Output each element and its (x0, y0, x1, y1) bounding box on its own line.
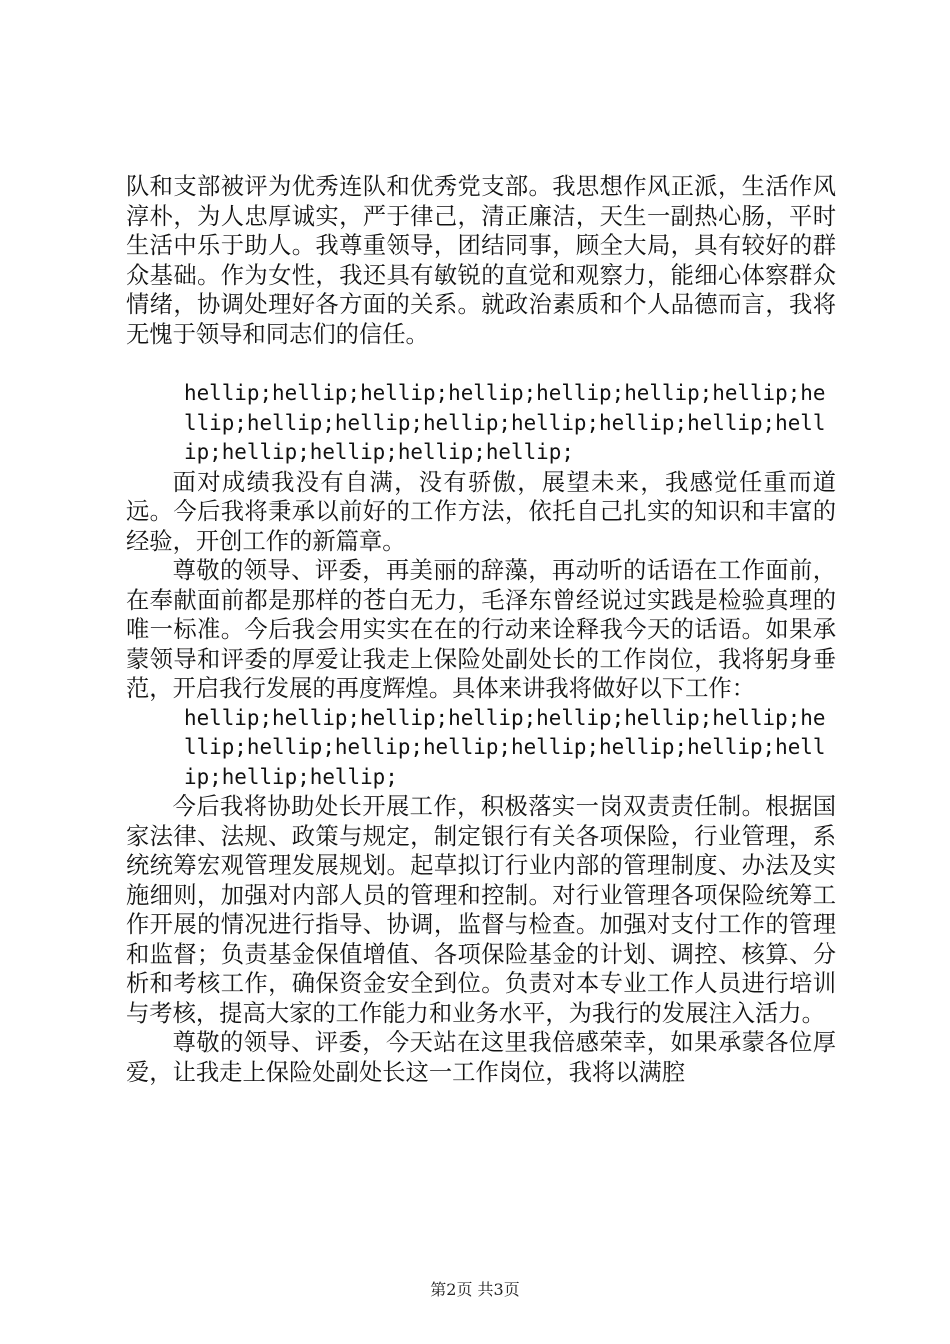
paragraph-closing: 尊敬的领导、评委，今天站在这里我倍感荣幸，如果承蒙各位厚爱，让我走上保险处副处长这一工作岗位，我将以满腔 (126, 1029, 836, 1086)
paragraph-outlook: 面对成绩我没有自满，没有骄傲，展望未来，我感觉任重而道远。今后我将秉承以前好的工作方法，依托自己扎实的知识和丰富的经验，开创工作的新篇章。 (126, 468, 836, 555)
page-number-footer: 第2页 共3页 (430, 1280, 520, 1299)
ellipsis-line-2: hellip;hellip;hellip;hellip;hellip;hellip;hellip;hellip;hellip;hellip;hellip;hellip;hellip;hellip;hellip;hellip;hellip; (184, 705, 826, 789)
paragraph-qualities: 队和支部被评为优秀连队和优秀党支部。我思想作风正派，生活作风淳朴，为人忠厚诚实，严于律己，清正廉洁，天生一副热心肠，平时生活中乐于助人。我尊重领导，团结同事，顾全大局，具有较好的群众基础。作为女性，我还具有敏锐的直觉和观察力，能细心体察群众情绪，协调处理好各方面的关系。就政治素质和个人品德而言，我将无愧于领导和同志们的信任。 (126, 173, 836, 348)
paragraph-gap (126, 349, 836, 379)
ellipsis-line-1: hellip;hellip;hellip;hellip;hellip;hellip;hellip;hellip;hellip;hellip;hellip;hellip;hellip;hellip;hellip;hellip;hellip;hellip;hellip; (184, 381, 826, 464)
document-body (126, 172, 836, 1087)
paragraph-duties: 今后我将协助处长开展工作，积极落实一岗双责责任制。根据国家法律、法规、政策与规定，制定银行有关各项保险，行业管理，系统统筹宏观管理发展规划。起草拟订行业内部的管理制度、办法及实施细则，加强对内部人员的管理和控制。对行业管理各项保险统筹工作开展的情况进行指导、协调，监督与检查。加强对支付工作的管理和监督；负责基金保值增值、各项保险基金的计划、调控、核算、分析和考核工作，确保资金安全到位。负责对本专业工作人员进行培训与考核，提高大家的工作能力和业务水平，为我行的发展注入活力。 (126, 793, 836, 1027)
paragraph-commitment: 尊敬的领导、评委，再美丽的辞藻，再动听的话语在工作面前，在奉献面前都是那样的苍白无力，毛泽东曾经说过实践是检验真理的唯一标准。今后我会用实实在在的行动来诠释我今天的话语。如果承蒙领导和评委的厚爱让我走上保险处副处长的工作岗位，我将躬身垂范，开启我行发展的再度辉煌。具体来讲我将做好以下工作： (126, 557, 836, 702)
